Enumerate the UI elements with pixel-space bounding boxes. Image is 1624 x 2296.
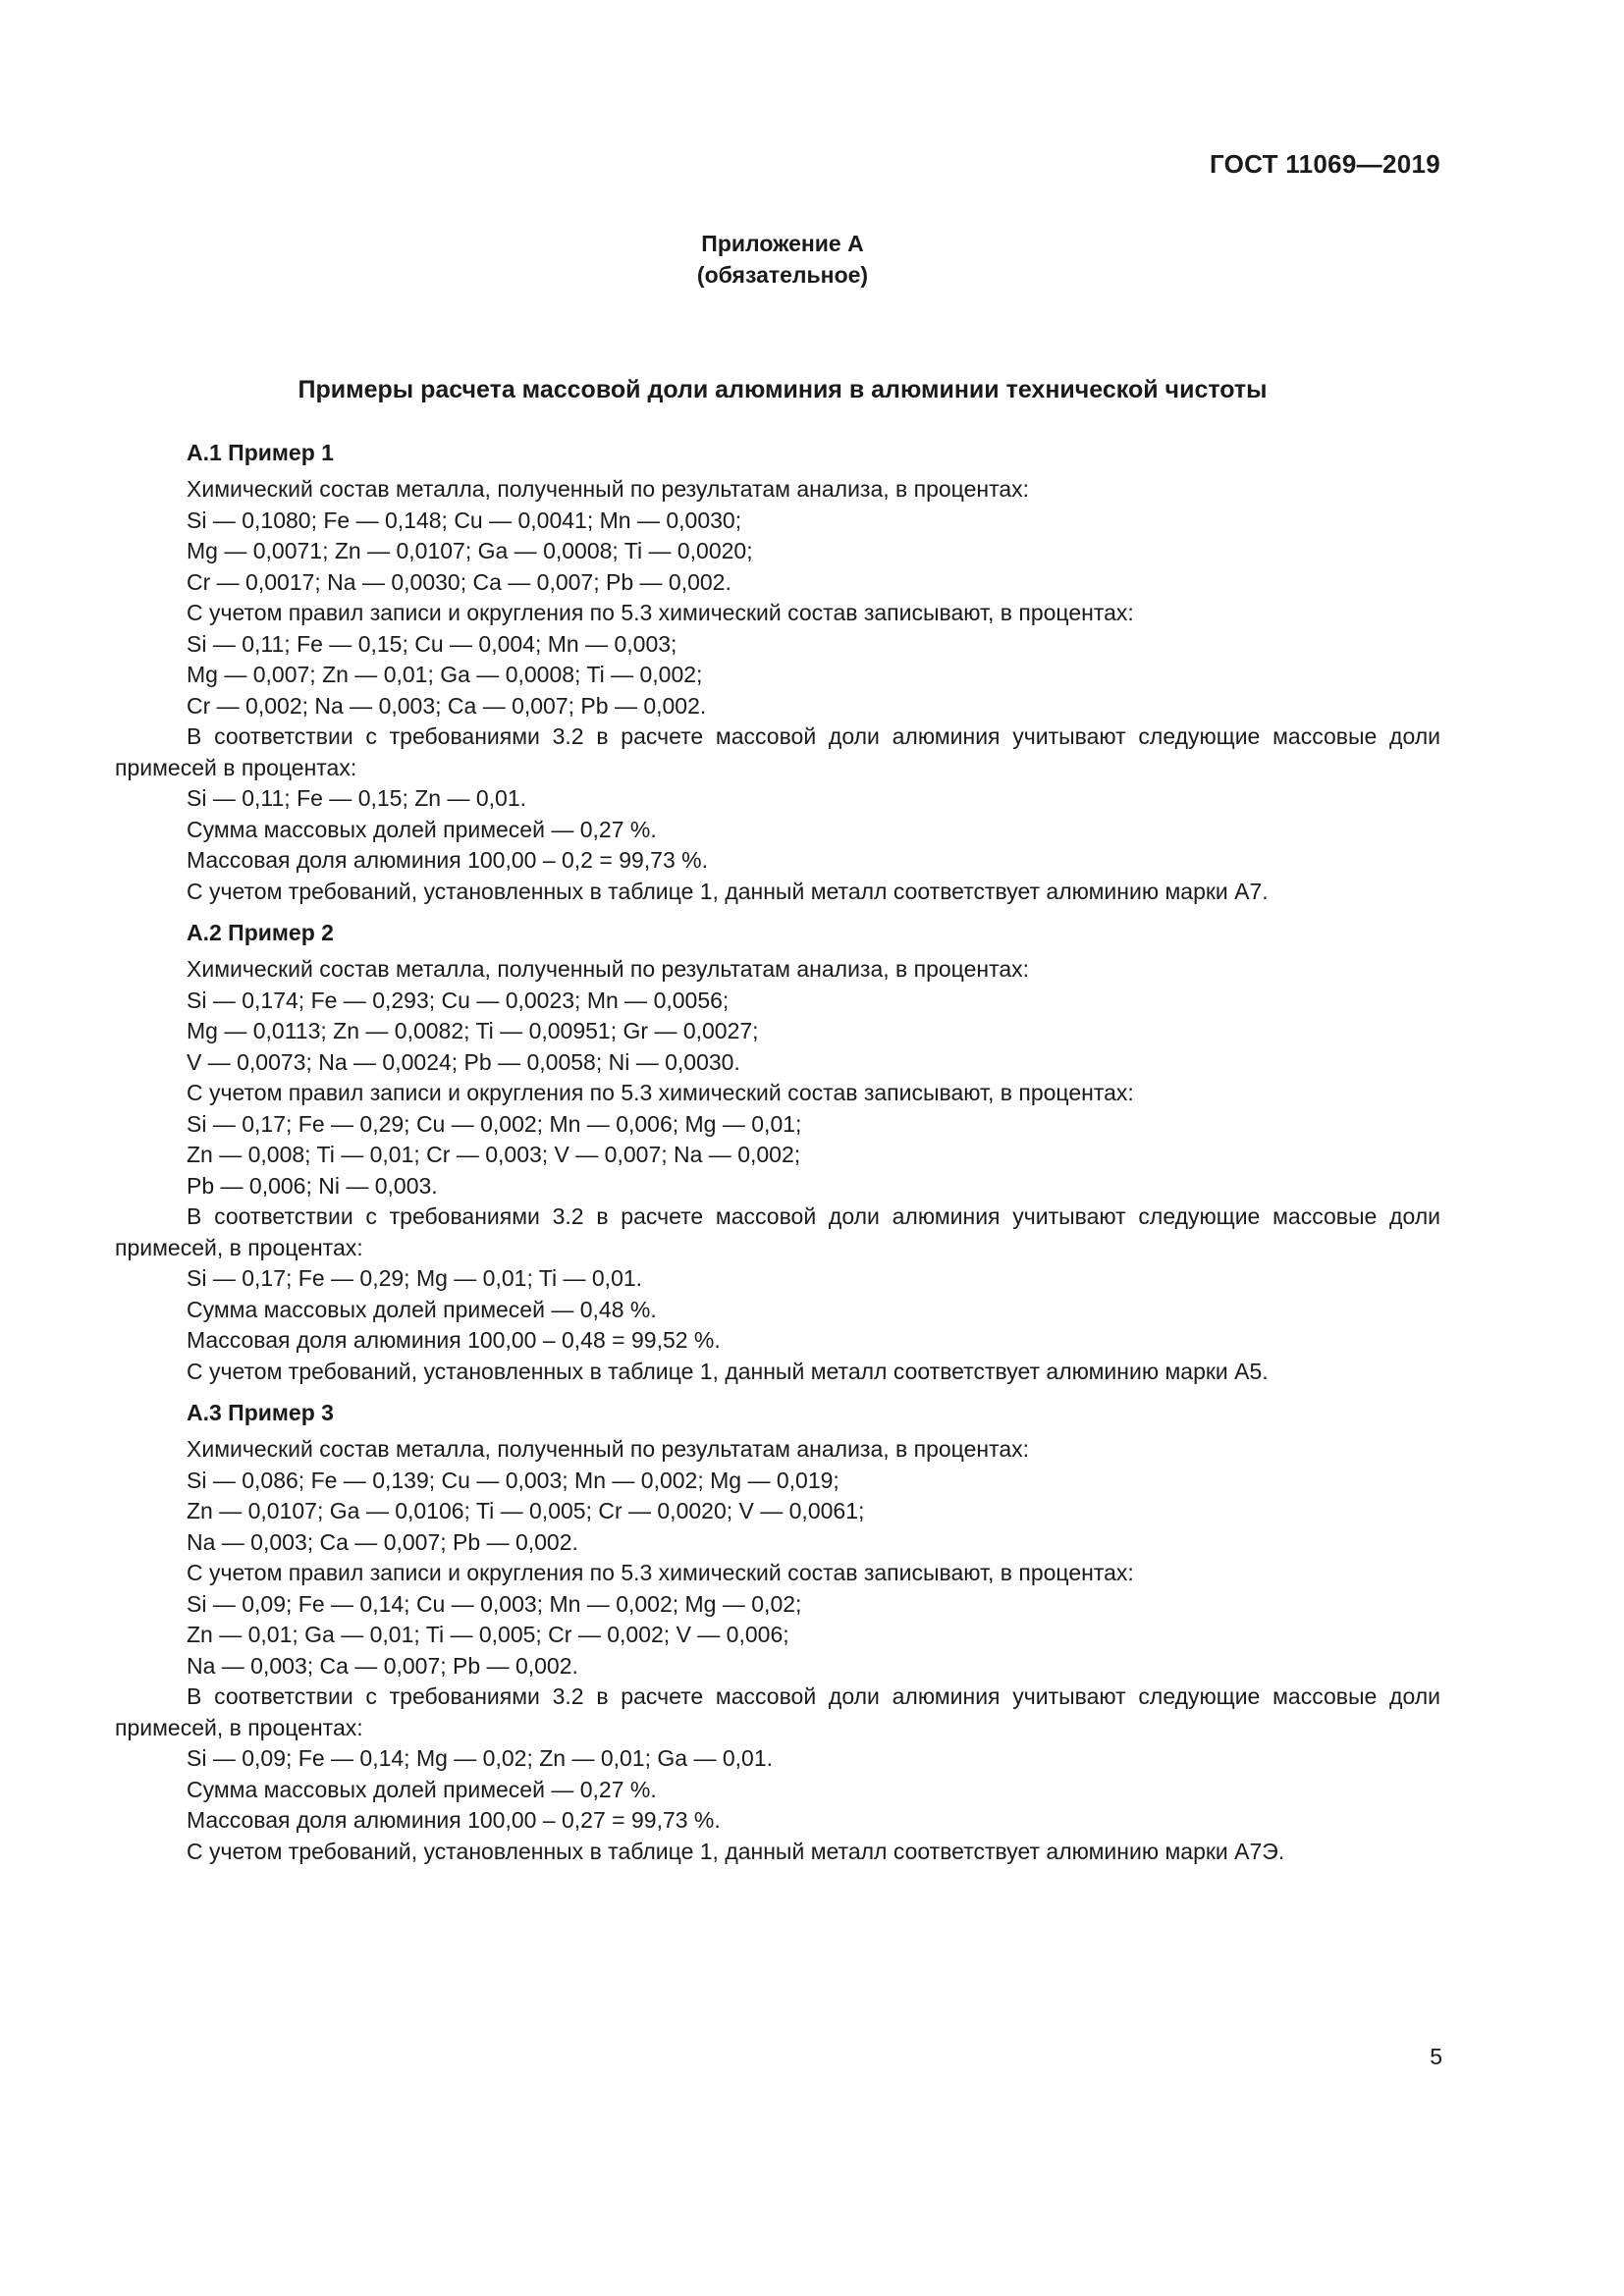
page-title: Примеры расчета массовой доли алюминия в алюминии технической чистоты	[298, 376, 1268, 403]
text-line: Cr — 0,0017; Na — 0,0030; Ca — 0,007; Pb — 0,002.	[187, 568, 731, 595]
text-line: Zn — 0,01; Ga — 0,01; Ti — 0,005; Cr — 0,002; V — 0,006;	[187, 1622, 789, 1647]
appendix-block	[0, 228, 1565, 291]
text-line: Массовая доля алюминия 100,00 – 0,2 = 99,73 %.	[187, 847, 708, 873]
text-line: V — 0,0073; Na — 0,0024; Pb — 0,0058; Ni — 0,0030.	[187, 1048, 740, 1075]
text-line: Na — 0,003; Ca — 0,007; Pb — 0,002.	[187, 1528, 578, 1555]
text-line: Химический состав металла, полученный по результатам анализа, в процентах:	[187, 956, 1030, 982]
text-line: Zn — 0,008; Ti — 0,01; Cr — 0,003; V — 0,007; Na — 0,002;	[187, 1142, 801, 1167]
text-line: Pb — 0,006; Ni — 0,003.	[187, 1172, 438, 1199]
text-line: Si — 0,09; Fe — 0,14; Cu — 0,003; Mn — 0,002; Mg — 0,02;	[187, 1590, 802, 1617]
text-line: Si — 0,17; Fe — 0,29; Mg — 0,01; Ti — 0,01.	[187, 1265, 643, 1291]
text-line: Si — 0,11; Fe — 0,15; Cu — 0,004; Mn — 0,003;	[187, 630, 677, 657]
paragraph: В соответствии с требованиями 3.2 в расчете массовой доли алюминия учитывают следующие массовые доли примесей в процентах:	[115, 723, 1440, 780]
text-line: Na — 0,003; Ca — 0,007; Pb — 0,002.	[187, 1652, 578, 1679]
text-line: Массовая доля алюминия 100,00 – 0,27 = 99,73 %.	[187, 1807, 721, 1833]
text-line: Cr — 0,002; Na — 0,003; Ca — 0,007; Pb — 0,002.	[187, 692, 707, 719]
page-number: 5	[1430, 2044, 1442, 2069]
text-line: Si — 0,11; Fe — 0,15; Zn — 0,01.	[187, 785, 527, 811]
paragraph: В соответствии с требованиями 3.2 в расчете массовой доли алюминия учитывают следующие массовые доли примесей, в процентах:	[115, 1203, 1440, 1260]
section-heading: А.1 Пример 1	[187, 440, 334, 465]
text-line: Zn — 0,0107; Ga — 0,0106; Ti — 0,005; Cr — 0,0020; V — 0,0061;	[187, 1498, 865, 1523]
text-line: Mg — 0,0071; Zn — 0,0107; Ga — 0,0008; Ti — 0,0020;	[187, 538, 753, 563]
paragraph: В соответствии с требованиями 3.2 в расчете массовой доли алюминия учитывают следующие массовые доли примесей, в процентах:	[115, 1683, 1440, 1740]
text-line: Si — 0,1080; Fe — 0,148; Cu — 0,0041; Mn — 0,0030;	[187, 507, 742, 533]
text-line: С учетом правил записи и округления по 5.3 химический состав записывают, в процентах:	[187, 600, 1134, 625]
text-line: Массовая доля алюминия 100,00 – 0,48 = 99,52 %.	[187, 1327, 721, 1353]
text-line: Si — 0,09; Fe — 0,14; Mg — 0,02; Zn — 0,01; Ga — 0,01.	[187, 1745, 774, 1771]
text-line: Сумма массовых долей примесей — 0,27 %.	[187, 816, 657, 842]
appendix-status: (обязательное)	[696, 262, 869, 288]
text-line: С учетом требований, установленных в таблице 1, данный металл соответствует алюминию марки А7Э.	[187, 1838, 1285, 1864]
document-code: ГОСТ 11069—2019	[1209, 149, 1440, 179]
section-example-3	[115, 1397, 1440, 1867]
text-line: Si — 0,086; Fe — 0,139; Cu — 0,003; Mn — 0,002; Mg — 0,019;	[187, 1467, 839, 1493]
section-heading: А.3 Пример 3	[187, 1400, 334, 1425]
text-line: Mg — 0,007; Zn — 0,01; Ga — 0,0008; Ti — 0,002;	[187, 662, 703, 687]
text-line: С учетом правил записи и округления по 5.3 химический состав записывают, в процентах:	[187, 1080, 1134, 1105]
text-line: Mg — 0,0113; Zn — 0,0082; Ti — 0,00951; Gr — 0,0027;	[187, 1018, 759, 1043]
text-line: С учетом требований, установленных в таблице 1, данный металл соответствует алюминию марки А5.	[187, 1358, 1269, 1384]
section-example-1	[115, 437, 1440, 907]
text-line: Сумма массовых долей примесей — 0,48 %.	[187, 1296, 657, 1322]
section-example-2	[115, 917, 1440, 1387]
text-line: Химический состав металла, полученный по результатам анализа, в процентах:	[187, 1436, 1030, 1462]
text-line: С учетом правил записи и округления по 5.3 химический состав записывают, в процентах:	[187, 1560, 1134, 1585]
text-line: Si — 0,174; Fe — 0,293; Cu — 0,0023; Mn — 0,0056;	[187, 987, 730, 1013]
text-line: Сумма массовых долей примесей — 0,27 %.	[187, 1776, 657, 1802]
text-line: С учетом требований, установленных в таблице 1, данный металл соответствует алюминию марки А7.	[187, 878, 1269, 904]
section-heading: А.2 Пример 2	[187, 920, 334, 945]
appendix-title: Приложение А	[701, 231, 864, 256]
text-line: Химический состав металла, полученный по результатам анализа, в процентах:	[187, 476, 1030, 502]
document-body	[115, 437, 1440, 1877]
text-line: Si — 0,17; Fe — 0,29; Cu — 0,002; Mn — 0,006; Mg — 0,01;	[187, 1110, 802, 1137]
